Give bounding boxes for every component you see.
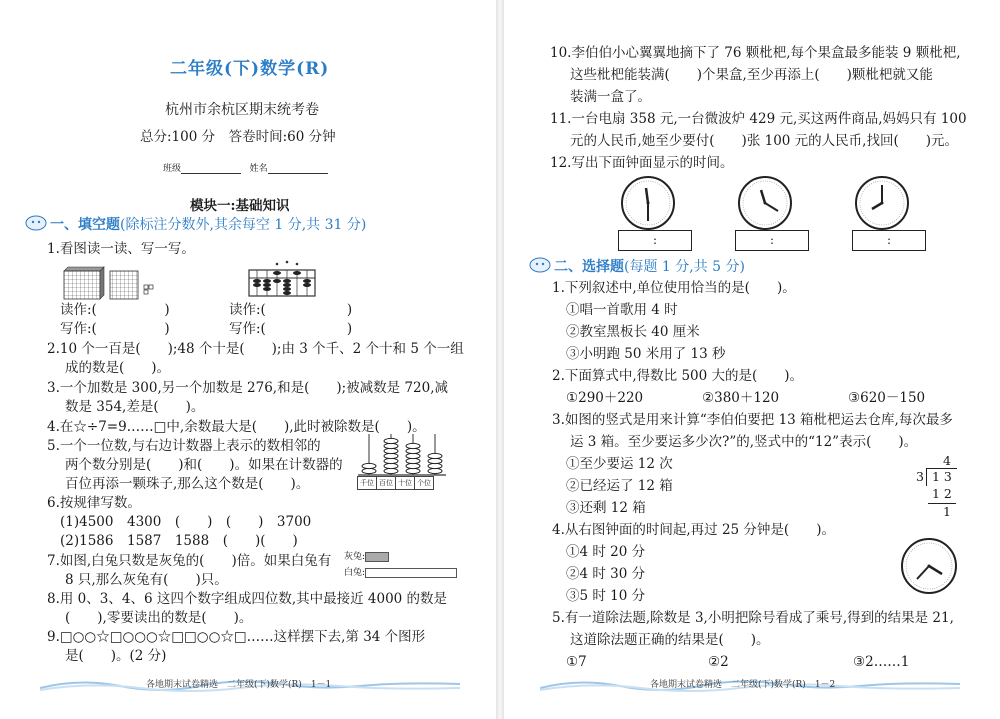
place-label: 千位 bbox=[358, 477, 377, 490]
choice-3-line1: 3.如图的竖式是用来计算“李伯伯要把 13 箱枇杷运去仓库,每次最多 bbox=[552, 412, 953, 428]
clock-icon bbox=[852, 175, 912, 231]
q1-write-b[interactable]: 写作:( ) bbox=[229, 321, 353, 337]
question-4: 4.在☆÷7=9……□中,余数最大是( ),此时被除数是( )。 bbox=[47, 419, 426, 435]
question-1: 1.看图读一读、写一写。 bbox=[47, 241, 195, 257]
choice-3-b[interactable]: ②已经运了 12 箱 bbox=[566, 478, 673, 494]
question-8-line2: ( ),零要读出的数是( )。 bbox=[65, 610, 253, 626]
choice-2: 2.下面算式中,得数比 500 大的是( )。 bbox=[552, 368, 804, 384]
q1-write-a[interactable]: 写作:( ) bbox=[60, 321, 170, 337]
question-7-line1: 7.如图,白兔只数是灰兔的( )倍。如果白兔有 bbox=[47, 553, 332, 569]
question-6-2[interactable]: (2)1586 1587 1588 ( )( ) bbox=[60, 533, 298, 549]
choice-2-c[interactable]: ③620－150 bbox=[848, 390, 926, 406]
class-field[interactable] bbox=[163, 161, 328, 174]
name-label: 姓名 bbox=[249, 164, 268, 174]
gray-rabbit-bar bbox=[344, 549, 389, 562]
division-rule bbox=[928, 503, 956, 504]
question-2-line2: 成的数是( )。 bbox=[65, 360, 171, 376]
q1-read-a[interactable]: 读作:( ) bbox=[60, 302, 170, 318]
choice-5-b[interactable]: ②2 bbox=[708, 654, 729, 670]
section2-note: (每题 1 分,共 5 分) bbox=[624, 259, 745, 275]
choice-4-a[interactable]: ①4 时 20 分 bbox=[566, 544, 646, 560]
left-footer: 各地期末试卷精选 二年级(下)数学(R) 1－1 bbox=[146, 680, 332, 690]
section-mascot-icon bbox=[24, 212, 48, 232]
question-10-line1: 10.李伯伯小心翼翼地摘下了 76 颗枇杷,每个果盒最多能装 9 颗枇杷, bbox=[550, 45, 961, 61]
question-11-line2: 元的人民币,她至少要付( )张 100 元的人民币,找回( )元。 bbox=[570, 133, 958, 149]
question-7-line2: 8 只,那么灰兔有( )只。 bbox=[65, 572, 228, 588]
paper-title: 二年级(下)数学(R) bbox=[170, 59, 330, 79]
choice-1-a[interactable]: ①唱一首歌用 4 时 bbox=[566, 302, 678, 318]
question-9-line2: 是( )。(2 分) bbox=[65, 648, 167, 664]
question-6-1[interactable]: (1)4500 4300 ( ) ( ) 3700 bbox=[60, 514, 312, 530]
choice-1-c[interactable]: ③小明跑 50 米用了 13 秒 bbox=[566, 346, 726, 362]
class-label: 班级 bbox=[163, 164, 182, 174]
clock-icon bbox=[735, 175, 795, 231]
section2-title: 二、选择题 bbox=[554, 259, 624, 275]
section1-title: 一、填空题 bbox=[50, 217, 120, 233]
question-11-line1: 11.一台电扇 358 元,一台微波炉 429 元,买这两件商品,妈妈只有 100 bbox=[550, 111, 967, 127]
long-division bbox=[916, 453, 956, 519]
gray-rabbit-label: 灰兔: bbox=[344, 552, 366, 562]
place-label: 十位 bbox=[396, 477, 415, 490]
choice-4-b[interactable]: ②4 时 30 分 bbox=[566, 566, 646, 582]
white-rabbit-bar bbox=[344, 565, 457, 578]
choice-3-c[interactable]: ③还剩 12 箱 bbox=[566, 500, 646, 516]
question-9-line1: 9.□○○☆□○○○☆□□○○☆□……这样摆下去,第 34 个图形 bbox=[47, 629, 426, 645]
section1-note: (除标注分数外,其余每空 1 分,共 31 分) bbox=[120, 217, 367, 233]
choice-2-b[interactable]: ②380＋120 bbox=[702, 390, 780, 406]
division-remainder: 1 bbox=[943, 504, 951, 519]
q1-read-b[interactable]: 读作:( ) bbox=[229, 302, 353, 318]
division-divisor: 3 bbox=[916, 469, 924, 484]
question-10-line2: 这些枇杷能装满( )个果盒,至少再添上( )颗枇杷就又能 bbox=[570, 67, 933, 83]
cubes-figure bbox=[60, 263, 160, 301]
question-3-line1: 3.一个加数是 300,另一个加数是 276,和是( );被减数是 720,减 bbox=[47, 380, 449, 396]
question-8-line1: 8.用 0、3、4、6 这四个数字组成四位数,其中最接近 4000 的数是 bbox=[47, 591, 448, 607]
division-dividend: 1 3 bbox=[932, 469, 952, 484]
right-footer: 各地期末试卷精选 二年级(下)数学(R) 1－2 bbox=[650, 680, 836, 690]
division-quotient: 4 bbox=[943, 453, 951, 468]
right-page bbox=[500, 0, 1000, 719]
clock-icon bbox=[900, 537, 958, 595]
white-rabbit-label: 白兔: bbox=[344, 568, 366, 578]
question-5-line3: 百位再添一颗珠子,那么这个数是( )。 bbox=[65, 476, 310, 492]
division-product: 1 2 bbox=[932, 486, 952, 501]
question-5-line1: 5.一个一位数,与右边计数器上表示的数相邻的 bbox=[47, 438, 321, 454]
exam-info: 总分:100 分 答卷时间:60 分钟 bbox=[140, 129, 336, 145]
section2-heading bbox=[554, 256, 745, 276]
counting-frame-labels bbox=[357, 476, 434, 490]
choice-4: 4.从右图钟面的时间起,再过 25 分钟是( )。 bbox=[552, 522, 835, 538]
place-label: 个位 bbox=[415, 477, 434, 490]
choice-1: 1.下列叙述中,单位使用恰当的是( )。 bbox=[552, 280, 796, 296]
place-label: 百位 bbox=[377, 477, 396, 490]
choice-5-a[interactable]: ①7 bbox=[566, 654, 587, 670]
exam-name: 杭州市余杭区期末统考卷 bbox=[165, 102, 319, 118]
question-5-line2: 两个数分别是( )和( )。如果在计数器的 bbox=[65, 457, 343, 473]
choice-5-c[interactable]: ③2……1 bbox=[853, 654, 910, 670]
choice-2-a[interactable]: ①290＋220 bbox=[566, 390, 644, 406]
clock-answer-box[interactable]: : bbox=[852, 230, 926, 251]
question-6: 6.按规律写数。 bbox=[47, 495, 141, 511]
clock-answer-box[interactable]: : bbox=[735, 230, 809, 251]
choice-5-line1: 5.有一道除法题,除数是 3,小明把除号看成了乘号,得到的结果是 21, bbox=[552, 610, 954, 626]
module-heading: 模块一:基础知识 bbox=[190, 198, 290, 214]
clock-answer-box[interactable]: : bbox=[618, 230, 692, 251]
question-10-line3: 装满一盒了。 bbox=[570, 89, 651, 105]
section-mascot-icon bbox=[528, 254, 552, 274]
choice-5-line2: 这道除法题正确的结果是( )。 bbox=[570, 632, 770, 648]
clock-icon bbox=[618, 175, 678, 231]
counting-frame-figure bbox=[358, 432, 448, 476]
choice-4-c[interactable]: ③5 时 10 分 bbox=[566, 588, 646, 604]
choice-3-line2: 运 3 箱。至少要运多少次?”的,竖式中的“12”表示( )。 bbox=[570, 434, 918, 450]
abacus-figure-q1 bbox=[247, 258, 317, 298]
question-2-line1: 2.10 个一百是( );48 个十是( );由 3 个千、2 个十和 5 个一组 bbox=[47, 341, 464, 357]
choice-1-b[interactable]: ②教室黑板长 40 厘米 bbox=[566, 324, 700, 340]
question-3-line2: 数是 354,差是( )。 bbox=[65, 399, 205, 415]
section1-heading bbox=[50, 214, 366, 234]
choice-3-a[interactable]: ①至少要运 12 次 bbox=[566, 456, 673, 472]
question-12: 12.写出下面钟面显示的时间。 bbox=[550, 155, 734, 171]
